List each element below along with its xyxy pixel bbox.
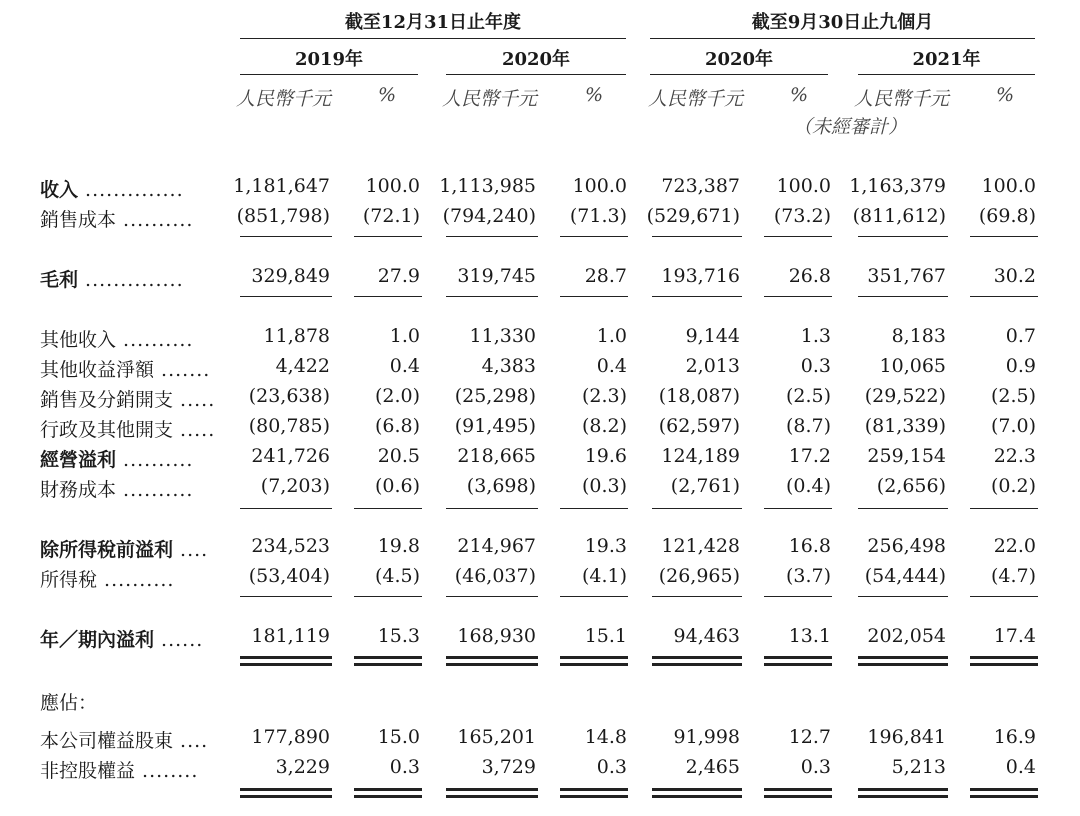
row-label-text: 行政及其他開支	[40, 419, 174, 441]
table-cell: 3,229	[275, 756, 330, 778]
table-cell: 9,144	[685, 325, 740, 347]
row-label	[40, 475, 193, 502]
double-rule	[240, 663, 332, 666]
leader-dots: ..........	[97, 569, 175, 591]
leader-dots: ..............	[78, 179, 184, 201]
table-cell: 94,463	[673, 625, 740, 647]
leader-dots: ......	[154, 629, 204, 651]
table-cell: (69.8)	[978, 205, 1036, 227]
single-rule	[652, 296, 742, 297]
year-rule	[446, 74, 626, 75]
double-rule	[970, 795, 1038, 798]
single-rule	[560, 296, 628, 297]
year-2020-9m: 2020年	[704, 49, 774, 70]
table-cell: 16.9	[993, 726, 1036, 748]
single-rule	[240, 508, 332, 509]
table-cell: (2,761)	[670, 475, 740, 497]
leader-dots: ........	[135, 760, 199, 782]
row-label	[40, 535, 208, 562]
table-cell: (3,698)	[466, 475, 536, 497]
table-cell: (72.1)	[362, 205, 420, 227]
table-cell: 20.5	[377, 445, 420, 467]
row-label	[40, 265, 184, 292]
single-rule	[764, 236, 832, 237]
single-rule	[764, 596, 832, 597]
table-cell: 168,930	[457, 625, 536, 647]
double-rule	[446, 795, 538, 798]
table-cell: (8.7)	[785, 415, 831, 437]
single-rule	[764, 508, 832, 509]
table-cell: 17.2	[788, 445, 831, 467]
table-cell: 214,967	[457, 535, 536, 557]
unit-pct: %	[378, 84, 397, 106]
leader-dots: .......	[154, 359, 211, 381]
single-rule	[354, 508, 422, 509]
table-cell: 2,013	[685, 355, 740, 377]
table-cell: 19.3	[584, 535, 627, 557]
table-cell: (91,495)	[454, 415, 536, 437]
row-label-text: 本公司權益股東	[40, 730, 174, 752]
table-cell: 5,213	[891, 756, 946, 778]
double-rule	[764, 795, 832, 798]
single-rule	[560, 596, 628, 597]
table-cell: 19.8	[377, 535, 420, 557]
row-label-text: 毛利	[40, 269, 79, 291]
year-2021-9m: 2021年	[912, 49, 981, 70]
double-rule	[970, 656, 1038, 659]
row-label-text: 財務成本	[40, 479, 117, 501]
single-rule	[970, 596, 1038, 597]
table-cell: 218,665	[457, 445, 536, 467]
table-cell: (4.1)	[581, 565, 627, 587]
double-rule	[560, 663, 628, 666]
table-cell: 0.9	[1005, 355, 1036, 377]
double-rule	[354, 795, 422, 798]
single-rule	[652, 236, 742, 237]
row-label-text: 所得稅	[40, 569, 98, 591]
table-cell: 723,387	[661, 175, 740, 197]
table-cell: 1.3	[800, 325, 831, 347]
leader-dots: ..........	[116, 479, 194, 501]
double-rule	[446, 788, 538, 791]
single-rule	[652, 508, 742, 509]
table-cell: (7.0)	[990, 415, 1036, 437]
table-cell: 0.3	[800, 355, 831, 377]
table-cell: 1,113,985	[439, 175, 536, 197]
table-cell: 28.7	[584, 265, 627, 287]
row-label	[40, 625, 203, 652]
single-rule	[970, 296, 1038, 297]
unit-amount: 人民幣千元	[442, 88, 538, 110]
single-rule	[240, 236, 332, 237]
table-cell: (2.0)	[374, 385, 420, 407]
row-label-text: 非控股權益	[40, 760, 136, 782]
unaudited-note: （未經審計）	[793, 116, 908, 138]
table-cell: 351,767	[867, 265, 946, 287]
table-cell: 3,729	[481, 756, 536, 778]
table-cell: 26.8	[788, 265, 831, 287]
double-rule	[446, 656, 538, 659]
row-label-text: 經營溢利	[40, 449, 117, 471]
table-cell: 1.0	[596, 325, 627, 347]
table-cell: (53,404)	[248, 565, 330, 587]
leader-dots: ..........	[116, 209, 194, 231]
single-rule	[560, 236, 628, 237]
double-rule	[652, 788, 742, 791]
unit-amount: 人民幣千元	[236, 88, 332, 110]
double-rule	[354, 788, 422, 791]
table-cell: 0.3	[389, 756, 420, 778]
double-rule	[764, 656, 832, 659]
leader-dots: ..........	[116, 449, 194, 471]
header-nine-months: 截至9月30日止九個月	[751, 12, 934, 33]
table-cell: 100.0	[776, 175, 831, 197]
row-label-text: 銷售成本	[40, 209, 117, 231]
double-rule	[560, 656, 628, 659]
table-cell: 241,726	[251, 445, 330, 467]
row-label-text: 其他收入	[40, 329, 117, 351]
single-rule	[354, 296, 422, 297]
table-cell: 193,716	[661, 265, 740, 287]
row-label	[40, 565, 174, 592]
table-cell: 234,523	[251, 535, 330, 557]
double-rule	[240, 788, 332, 791]
single-rule	[858, 596, 948, 597]
table-cell: 22.0	[993, 535, 1036, 557]
year-rule	[650, 74, 828, 75]
leader-dots: ....	[173, 730, 209, 752]
single-rule	[354, 236, 422, 237]
row-label	[40, 205, 193, 232]
header-annual: 截至12月31日止年度	[344, 12, 522, 33]
unit-pct: %	[790, 84, 809, 106]
table-cell: 202,054	[867, 625, 946, 647]
row-label	[40, 175, 184, 202]
single-rule	[446, 596, 538, 597]
table-cell: (0.6)	[374, 475, 420, 497]
leader-dots: ..........	[116, 329, 194, 351]
table-cell: (0.4)	[785, 475, 831, 497]
double-rule	[858, 795, 948, 798]
table-cell: 14.8	[584, 726, 627, 748]
single-rule	[354, 596, 422, 597]
table-cell: 4,383	[481, 355, 536, 377]
table-cell: 17.4	[993, 625, 1036, 647]
header-nine-months-rule	[650, 38, 1035, 39]
double-rule	[560, 795, 628, 798]
double-rule	[446, 663, 538, 666]
table-cell: 181,119	[251, 625, 330, 647]
year-2020: 2020年	[501, 49, 571, 70]
table-cell: (29,522)	[864, 385, 946, 407]
double-rule	[858, 663, 948, 666]
row-label	[40, 445, 193, 472]
single-rule	[858, 508, 948, 509]
row-label	[40, 415, 215, 442]
table-cell: 11,878	[263, 325, 330, 347]
table-cell: 0.4	[1005, 756, 1036, 778]
table-cell: 19.6	[584, 445, 627, 467]
table-cell: 0.7	[1005, 325, 1036, 347]
table-cell: (26,965)	[658, 565, 740, 587]
single-rule	[560, 508, 628, 509]
table-cell: 100.0	[365, 175, 420, 197]
row-label-text: 銷售及分銷開支	[40, 389, 174, 411]
table-cell: 177,890	[251, 726, 330, 748]
table-cell: (2,656)	[876, 475, 946, 497]
table-cell: 0.3	[596, 756, 627, 778]
year-rule	[240, 74, 418, 75]
table-cell: 0.3	[800, 756, 831, 778]
row-label	[40, 756, 198, 783]
double-rule	[764, 663, 832, 666]
table-cell: 100.0	[981, 175, 1036, 197]
double-rule	[970, 663, 1038, 666]
table-cell: (2.5)	[785, 385, 831, 407]
row-label	[40, 726, 208, 753]
table-cell: 1,181,647	[233, 175, 330, 197]
table-cell: 16.8	[788, 535, 831, 557]
double-rule	[858, 788, 948, 791]
row-label	[40, 355, 210, 382]
table-cell: 15.3	[377, 625, 420, 647]
double-rule	[764, 788, 832, 791]
table-cell: 0.4	[596, 355, 627, 377]
header-annual-rule	[240, 38, 626, 39]
double-rule	[240, 795, 332, 798]
table-cell: (8.2)	[581, 415, 627, 437]
table-cell: (23,638)	[248, 385, 330, 407]
table-cell: 30.2	[993, 265, 1036, 287]
leader-dots: .....	[173, 419, 216, 441]
table-cell: 165,201	[457, 726, 536, 748]
table-cell: 15.1	[584, 625, 627, 647]
table-cell: (18,087)	[658, 385, 740, 407]
table-cell: (529,671)	[646, 205, 740, 227]
row-label-text: 除所得稅前溢利	[40, 539, 174, 561]
leader-dots: ..............	[78, 269, 184, 291]
table-cell: 259,154	[867, 445, 946, 467]
double-rule	[652, 656, 742, 659]
table-cell: (4.5)	[374, 565, 420, 587]
table-cell: (2.5)	[990, 385, 1036, 407]
table-cell: (851,798)	[236, 205, 330, 227]
table-cell: (46,037)	[454, 565, 536, 587]
double-rule	[240, 656, 332, 659]
table-cell: 11,330	[469, 325, 536, 347]
single-rule	[652, 596, 742, 597]
single-rule	[446, 296, 538, 297]
single-rule	[240, 296, 332, 297]
table-cell: 256,498	[867, 535, 946, 557]
leader-dots: ....	[173, 539, 209, 561]
table-cell: 1.0	[389, 325, 420, 347]
table-cell: 10,065	[879, 355, 946, 377]
table-cell: 27.9	[377, 265, 420, 287]
table-cell: (811,612)	[852, 205, 946, 227]
unit-amount: 人民幣千元	[854, 88, 950, 110]
single-rule	[446, 508, 538, 509]
row-label	[40, 688, 97, 715]
single-rule	[858, 236, 948, 237]
row-label-text: 其他收益淨額	[40, 359, 155, 381]
table-cell: 91,998	[673, 726, 740, 748]
single-rule	[970, 508, 1038, 509]
table-cell: (81,339)	[864, 415, 946, 437]
table-cell: (62,597)	[658, 415, 740, 437]
single-rule	[240, 596, 332, 597]
table-cell: 12.7	[788, 726, 831, 748]
table-cell: 0.4	[389, 355, 420, 377]
table-cell: 4,422	[275, 355, 330, 377]
row-label	[40, 385, 215, 412]
row-label-text: 收入	[40, 179, 79, 201]
table-cell: 329,849	[251, 265, 330, 287]
year-rule	[858, 74, 1035, 75]
table-cell: (73.2)	[773, 205, 831, 227]
single-rule	[446, 236, 538, 237]
single-rule	[970, 236, 1038, 237]
table-cell: 2,465	[685, 756, 740, 778]
table-cell: (6.8)	[374, 415, 420, 437]
table-cell: (54,444)	[864, 565, 946, 587]
table-cell: 196,841	[867, 726, 946, 748]
table-cell: (3.7)	[785, 565, 831, 587]
double-rule	[652, 795, 742, 798]
double-rule	[970, 788, 1038, 791]
table-cell: 121,428	[661, 535, 740, 557]
table-cell: 124,189	[661, 445, 740, 467]
double-rule	[354, 663, 422, 666]
row-label-text: 年／期內溢利	[40, 629, 155, 651]
unit-amount: 人民幣千元	[648, 88, 744, 110]
double-rule	[354, 656, 422, 659]
table-cell: 8,183	[891, 325, 946, 347]
table-cell: (4.7)	[990, 565, 1036, 587]
table-cell: (0.3)	[581, 475, 627, 497]
double-rule	[560, 788, 628, 791]
leader-dots: .....	[173, 389, 216, 411]
row-label-text: 應佔：	[40, 692, 98, 714]
table-cell: (0.2)	[990, 475, 1036, 497]
table-cell: (794,240)	[442, 205, 536, 227]
unit-pct: %	[996, 84, 1015, 106]
year-2019: 2019年	[294, 49, 364, 70]
table-cell: (80,785)	[248, 415, 330, 437]
row-label	[40, 325, 193, 352]
table-cell: 1,163,379	[849, 175, 946, 197]
table-cell: 13.1	[788, 625, 831, 647]
table-cell: 319,745	[457, 265, 536, 287]
table-cell: 100.0	[572, 175, 627, 197]
table-cell: (7,203)	[260, 475, 330, 497]
table-cell: (71.3)	[569, 205, 627, 227]
table-cell: (25,298)	[454, 385, 536, 407]
single-rule	[764, 296, 832, 297]
table-cell: (2.3)	[581, 385, 627, 407]
table-cell: 22.3	[993, 445, 1036, 467]
unit-pct: %	[585, 84, 604, 106]
table-cell: 15.0	[377, 726, 420, 748]
single-rule	[858, 296, 948, 297]
double-rule	[652, 663, 742, 666]
double-rule	[858, 656, 948, 659]
